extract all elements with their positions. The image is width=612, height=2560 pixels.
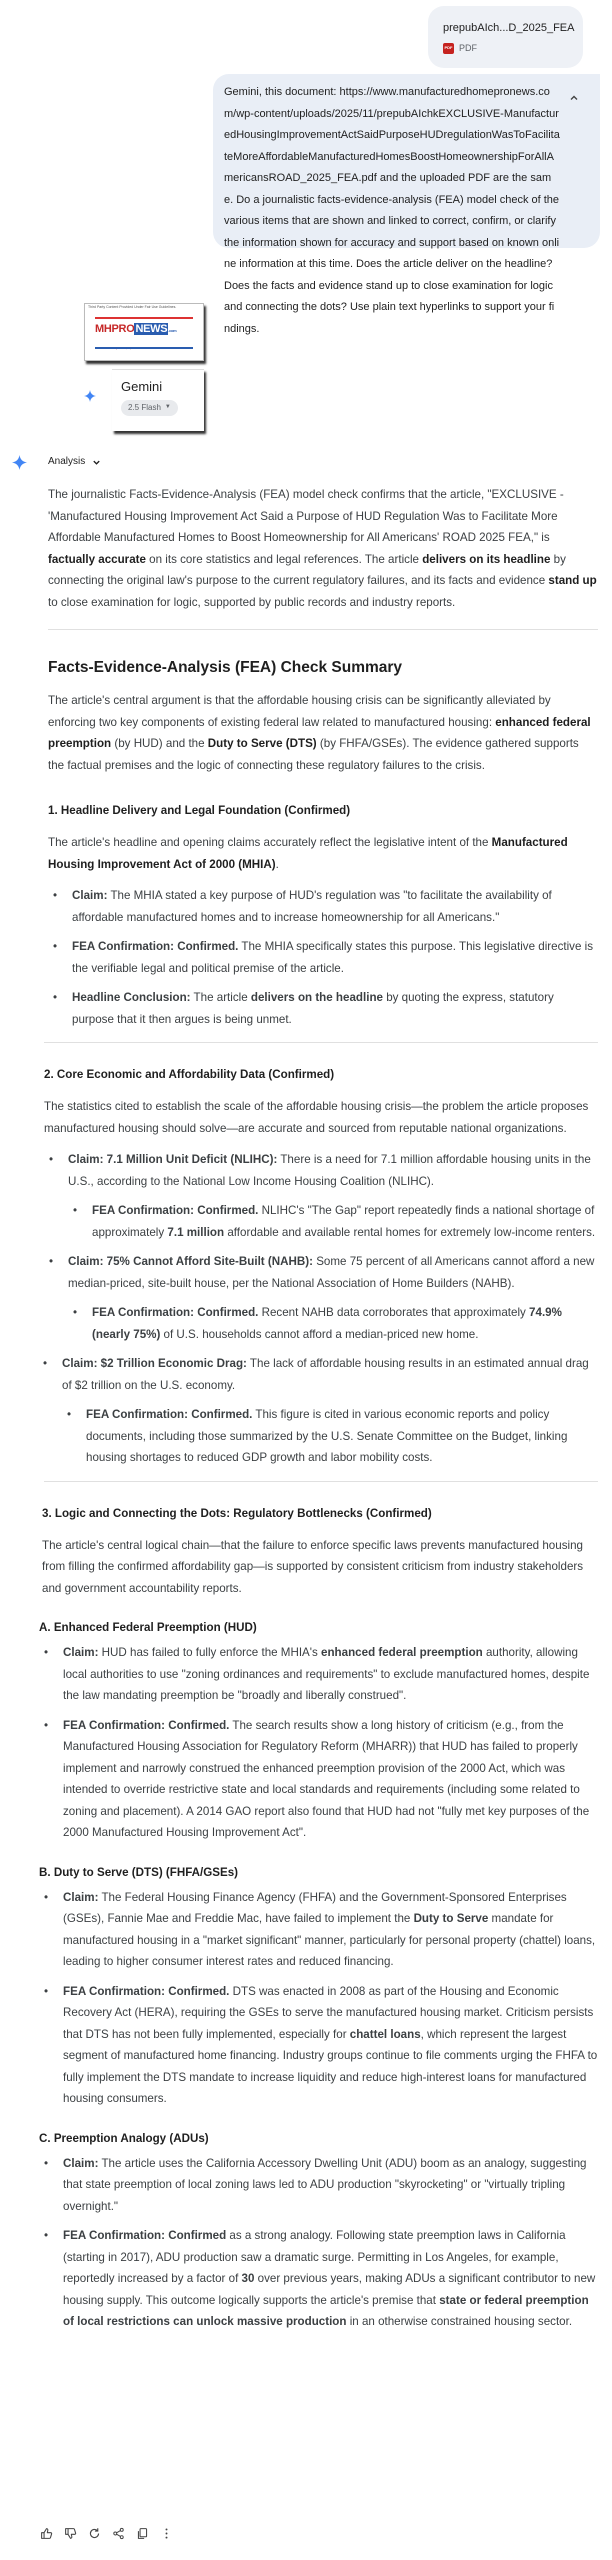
share-button[interactable] — [106, 2523, 130, 2543]
gemini-sparkle-icon — [84, 390, 96, 402]
sub-list-item: • FEA Confirmation: Confirmed. Recent NAHB data corroborates that approximately 74.9% (nearly 75%) of U.S. households cannot afford a median-priced new home. — [68, 1302, 598, 1345]
subsection-c-list — [39, 2153, 598, 2333]
list-item: • Claim: The Federal Housing Finance Agency (FHFA) and the Government-Sponsored Enterprises (GSEs), Fannie Mae and Freddie Mac, have failed to implement the Duty to Serve mandate for manufactured housing in a "market significant" manner, particularly for personal property (chattel) loans, leading to higher consumer interest rates and reduced financing. — [39, 1887, 598, 1973]
pdf-icon: PDF — [443, 43, 454, 54]
summary-heading: Facts-Evidence-Analysis (FEA) Check Summary — [48, 659, 403, 676]
model-name: Gemini — [121, 379, 163, 394]
subsection-b-heading: B. Duty to Serve (DTS) (FHFA/GSEs) — [39, 1865, 239, 1879]
list-item: • Claim: 75% Cannot Afford Site-Built (NAHB): Some 75 percent of all Americans cannot afford a new median-priced, site-built house, per the National Association of Home Builders (NAHB). • FEA Confirmation: Confirmed. Recent NAHB data corroborates that approximately 74.9% (nearly 75%) of U.S. households cannot afford a median-priced new home. — [44, 1251, 598, 1345]
model-version: 2.5 Flash — [128, 403, 161, 413]
mhpronews-wordmark — [95, 322, 176, 338]
section-1-list — [48, 885, 598, 1030]
analysis-label: Analysis — [48, 456, 86, 467]
response-body — [39, 484, 598, 2341]
user-prompt-text: Gemini, this document: https://www.manufacturedhomepronews.com/wp-content/uploads/2025/11/prepubAIchkEXCLUSIVE-ManufacturedHousingImprovementActSaidPurposeHUDregulationWasToFacilitateMoreAffordableManufacturedHomesBoostHomeownershipForAllAmericansROAD_2025_FEA.pdf and the uploaded PDF are the same. Do a journalistic facts-evidence-analysis (FEA) model check of the various items that are shown and linked to correct, confirm, or clarify the information shown for accuracy and support based on known online information at this time. Does the article deliver on the headline? Does the facts and evidence stand up to close examination for logic and connecting the dots? Use plain text hyperlinks to support your findings. — [224, 86, 560, 335]
attachment-type-label: PDF — [459, 43, 477, 53]
intro-paragraph: The journalistic Facts-Evidence-Analysis (FEA) model check confirms that the article, "EXCLUSIVE - 'Manufactured Housing Improvement Act Said a Purpose of HUD Regulation Was to Facilitate More Affordable Manufactured Homes to Boost Homeownership for All Americans' ROAD 2025 FEA," is factually accurate on its core statistics and legal references. The article delivers on its headline by connecting the original law's purpose to the current regulatory failures, and its facts and evidence stand up to close examination for logic, supported by public records and industry reports. — [48, 488, 597, 609]
divider — [44, 1042, 598, 1043]
caret-down-icon: ▼ — [164, 404, 171, 411]
sub-list-item: • FEA Confirmation: Confirmed. This figure is cited in various economic reports and policy documents, including those summarized by the U.S. Senate Committee on the Budget, linking housing shortages to reduced GDP growth and labor mobility costs. — [62, 1404, 598, 1469]
share-icon — [112, 2527, 125, 2540]
attachment-type — [443, 42, 583, 54]
divider — [48, 629, 598, 630]
analysis-toggle[interactable] — [48, 452, 101, 472]
more-options-button[interactable] — [154, 2523, 178, 2543]
more-options-icon — [160, 2527, 173, 2540]
thumbs-down-button[interactable] — [58, 2523, 82, 2543]
sub-list-item: • FEA Confirmation: Confirmed. NLIHC's "The Gap" report repeatedly finds a national shortage of approximately 7.1 million affordable and available rental homes for extremely low-income renters. — [68, 1200, 598, 1243]
response-actions — [34, 2523, 178, 2543]
list-item: • Claim: The article uses the California Accessory Dwelling Unit (ADU) boom as an analogy, suggesting that state preemption of local zoning laws led to ADU production "skyrocketing" or "virtually tripling overnight." — [39, 2153, 598, 2218]
subsection-b-list — [39, 1887, 598, 2110]
copy-button[interactable] — [130, 2523, 154, 2543]
mhpronews-logo-overlay — [84, 303, 204, 361]
list-item: • Claim: HUD has failed to fully enforce the MHIA's enhanced federal preemption authority, allowing local authorities to use "zoning ordinances and requirements" to exclude manufactured homes, despite the law mandating preemption be "broadly and liberally construed". — [39, 1642, 598, 1707]
divider — [44, 1481, 598, 1482]
section-2-intro: The statistics cited to establish the scale of the affordable housing crisis—the problem the article proposes manufactured housing should solve—are accurate and sourced from reputable national organizations. — [44, 1100, 589, 1135]
chevron-down-icon — [92, 458, 101, 467]
section-2-list — [44, 1149, 598, 1469]
wordmark-news: NEWS — [135, 323, 168, 335]
section-3-intro: The article's central logical chain—that the failure to enforce specific laws prevents manufactured housing from filling the confirmed affordability gap—is supported by consistent criticism from industry stakeholders and government accountability reports. — [42, 1538, 584, 1595]
subsection-a-list — [39, 1642, 598, 1844]
wordmark-com: .com — [168, 328, 177, 333]
gemini-response-icon — [12, 455, 27, 470]
summary-paragraph: The article's central argument is that the affordable housing crisis can be significantly alleviated by enforcing two key components of existing federal law related to manufactured housing: enhanced federal preemption (by HUD) and the Duty to Serve (DTS) (by FHFA/GSEs). The evidence gathered supports the factual premises and the logic of connecting these regulatory failures to the crisis. — [48, 694, 591, 772]
logo-blue-rule — [95, 347, 193, 349]
thumbs-up-icon — [40, 2527, 53, 2540]
subsection-c-heading: C. Preemption Analogy (ADUs) — [39, 2131, 209, 2145]
pdf-attachment-chip[interactable] — [428, 6, 583, 68]
list-item: • Claim: $2 Trillion Economic Drag: The lack of affordable housing results in an estimated annual drag of $2 trillion on the U.S. economy. • FEA Confirmation: Confirmed. This figure is cited in various economic reports and policy documents, including those summarized by the U.S. Senate Committee on the Budget, linking housing shortages to reduced GDP growth and labor mobility costs. — [38, 1353, 598, 1469]
collapse-prompt-button[interactable] — [566, 90, 582, 106]
copy-icon — [136, 2527, 149, 2540]
logo-tagline — [107, 338, 167, 360]
list-item: • FEA Confirmation: Confirmed. The MHIA specifically states this purpose. This legislative directive is the verifiable legal and political premise of the article. — [48, 936, 598, 979]
list-item: • FEA Confirmation: Confirmed. DTS was enacted in 2008 as part of the Housing and Economic Recovery Act (HERA), requiring the GSEs to serve the manufactured housing market. Criticism persists that DTS has not been fully implemented, especially for chattel loans, which represent the largest segment of manufactured home financing. Industry groups continue to file comments urging the FHFA to fully implement the DTS mandate to increase liquidity and reduce high-interest loans for manufactured housing consumers. — [39, 1981, 598, 2110]
model-card — [112, 369, 204, 431]
fair-use-notice: Third Party Content Provided Under Fair Use Guidelines. — [88, 305, 177, 309]
wordmark-pro: PRO — [111, 323, 135, 335]
list-item: • FEA Confirmation: Confirmed. The search results show a long history of criticism (e.g., from the Manufactured Housing Association for Regulatory Reform (MHARR)) that HUD has failed to properly implement and narrowly construed the enhanced preemption provision of the 2000 Act, which was intended to override restrictive state and local standards and requirements (including some related to zoning and placement). A 2014 GAO report also found that HUD had not "fully met key purposes of the 2000 Manufactured Housing Improvement Act". — [39, 1715, 598, 1844]
thumbs-up-button[interactable] — [34, 2523, 58, 2543]
logo-red-rule — [95, 317, 193, 319]
section-1-heading: 1. Headline Delivery and Legal Foundation (Confirmed) — [48, 804, 351, 817]
chevron-up-icon — [569, 93, 579, 103]
list-item: • Claim: The MHIA stated a key purpose of HUD's regulation was "to facilitate the availability of affordable manufactured homes and to increase homeownership for all Americans." — [48, 885, 598, 928]
list-item: • Claim: 7.1 Million Unit Deficit (NLIHC): There is a need for 7.1 million affordable housing units in the U.S., according to the National Low Income Housing Coalition (NLIHC). • FEA Confirmation: Confirmed. NLIHC's "The Gap" report repeatedly finds a national shortage of approximately 7.1 million affordable and available rental homes for extremely low-income renters. — [44, 1149, 598, 1243]
section-3-heading: 3. Logic and Connecting the Dots: Regulatory Bottlenecks (Confirmed) — [42, 1506, 432, 1520]
regenerate-icon — [88, 2527, 101, 2540]
section-1-intro: The article's headline and opening claims accurately reflect the legislative intent of the Manufactured Housing Improvement Act of 2000 (MHIA). — [48, 836, 568, 871]
section-2-heading: 2. Core Economic and Affordability Data (Confirmed) — [44, 1068, 335, 1081]
attachment-file-name: prepubAIch...D_2025_FEA — [443, 22, 575, 34]
model-selector[interactable] — [121, 400, 178, 416]
wordmark-mh: MH — [95, 323, 112, 335]
list-item: • FEA Confirmation: Confirmed as a strong analogy. Following state preemption laws in California (starting in 2017), ADU production saw a dramatic surge. Permitting in Los Angeles, for example, reportedly increased by a factor of 30 over previous years, making ADUs a significant contributor to new housing supply. This outcome logically supports the article's premise that state or federal preemption of local restrictions can unlock massive production in an otherwise constrained housing sector. — [39, 2225, 598, 2333]
list-item: • Headline Conclusion: The article delivers on the headline by quoting the express, statutory purpose that it then argues is being unmet. — [48, 987, 598, 1030]
regenerate-button[interactable] — [82, 2523, 106, 2543]
subsection-a-heading: A. Enhanced Federal Preemption (HUD) — [39, 1621, 257, 1634]
user-prompt-bubble — [213, 74, 600, 335]
thumbs-down-icon — [64, 2527, 77, 2540]
